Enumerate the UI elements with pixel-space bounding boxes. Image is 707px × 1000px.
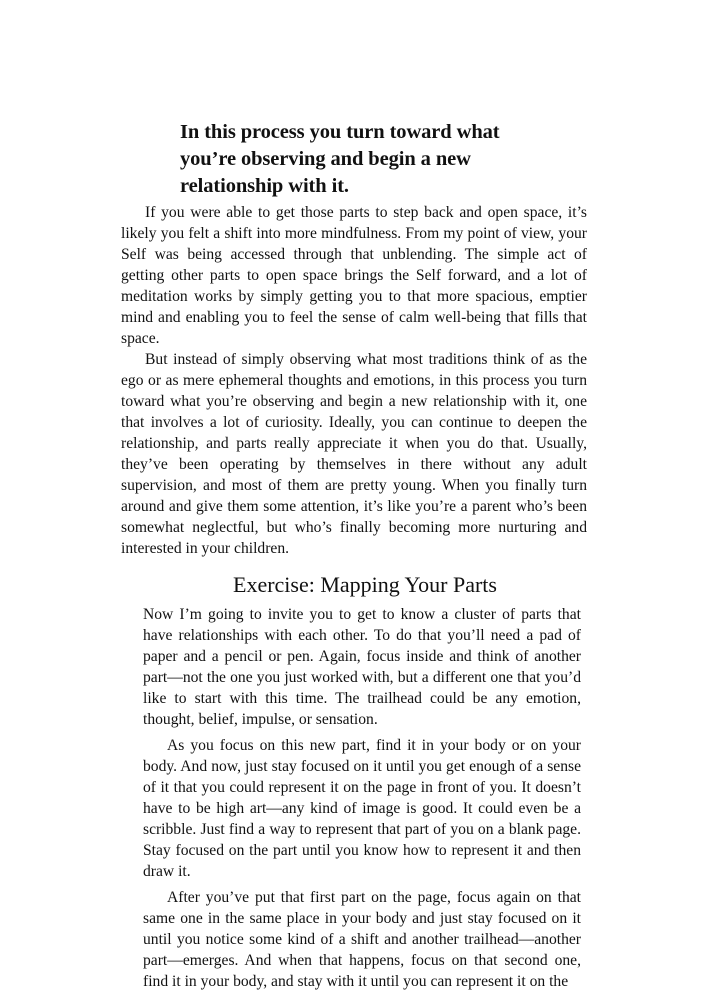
exercise-paragraph: After you’ve put that first part on the page, focus again on that same one in the same place in your body and just stay focused on it until you notice some kind of a shift and another trailhead—another part—emerges. And when that happens, focus on that second one, find it in your body, and stay with it until you can represent it on the <box>143 889 581 990</box>
pull-quote <box>180 119 540 200</box>
body-paragraph: If you were able to get those parts to step back and open space, it’s likely you felt a shift into more mindfulness. From my point of view, your Self was being accessed through that unblending. The simple act of getting other parts to open space brings the Self forward, and a lot of meditation works by simply getting you to that more spacious, emptier mind and enabling you to feel the sense of calm well-being that fills that space. <box>121 204 587 347</box>
body-text <box>121 202 587 992</box>
section-heading: Exercise: Mapping Your Parts <box>233 572 497 597</box>
pull-quote-line: you’re observing and begin a new <box>180 148 471 170</box>
body-paragraph: But instead of simply observing what most traditions think of as the ego or as mere ephemeral thoughts and emotions, in this process you turn toward what you’re observing and begin a new relationship with it, one that involves a lot of curiosity. Ideally, you can continue to deepen the relationship, and parts really appreciate it when you do that. Usually, they’ve been operating by themselves in there without any adult supervision, and most of them are pretty young. When you finally turn around and give them some attention, it’s like you’re a parent who’s been somewhat neglectful, but who’s finally becoming more nurturing and interested in your children. <box>121 351 587 557</box>
exercise-paragraph: As you focus on this new part, find it in your body or on your body. And now, just stay focused on it until you get enough of a sense of it that you could represent it on the page in front of you. It doesn’t have to be high art—any kind of image is good. It could even be a scribble. Just find a way to represent that part of you on a blank page. Stay focused on the part until you know how to represent it and then draw it. <box>143 737 581 880</box>
pull-quote-line: relationship with it. <box>180 175 349 197</box>
exercise-text <box>143 604 581 992</box>
pull-quote-line: In this process you turn toward what <box>180 121 500 143</box>
exercise-paragraph: Now I’m going to invite you to get to know a cluster of parts that have relationships with each other. To do that you’ll need a pad of paper and a pencil or pen. Again, focus inside and think of another part—not the one you just worked with, but a different one that you’d like to start with this time. The trailhead could be any emotion, thought, belief, impulse, or sensation. <box>143 606 581 728</box>
